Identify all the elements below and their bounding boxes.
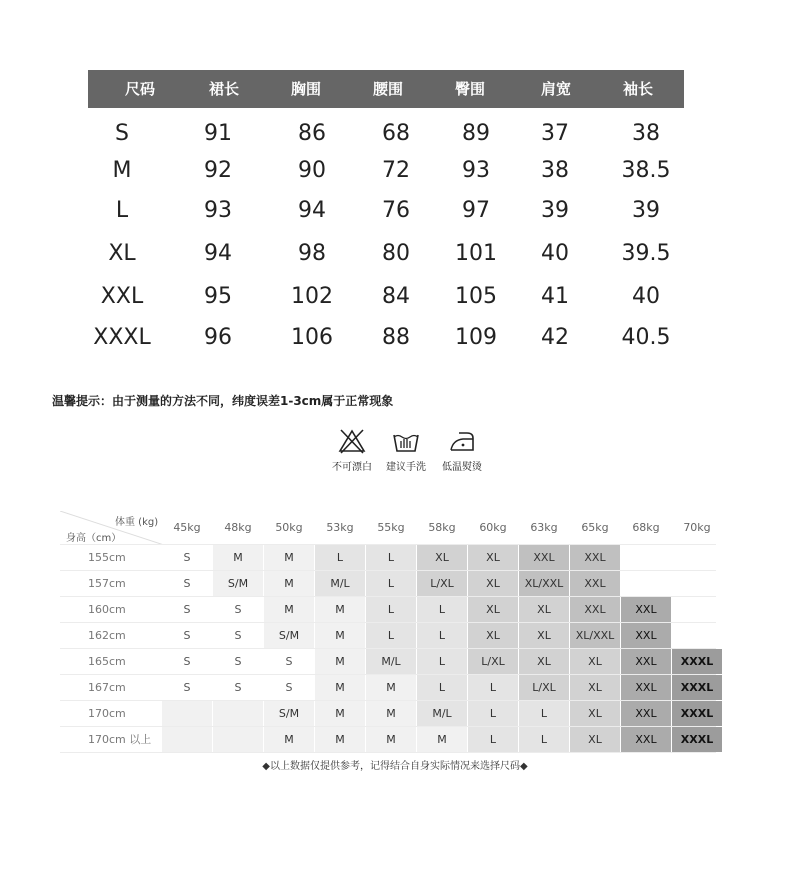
size-measurement: 92 bbox=[204, 158, 232, 183]
size-grid-cell: XXL bbox=[570, 571, 620, 596]
size-header-cell: 腰围 bbox=[372, 80, 403, 98]
size-table-row bbox=[0, 234, 790, 274]
size-grid-cell: S/M bbox=[213, 571, 263, 596]
height-row-label: 170cm 以上 bbox=[88, 733, 152, 746]
size-grid-cell: L bbox=[468, 727, 518, 752]
size-grid-cell: XXL bbox=[621, 701, 671, 726]
size-grid-cell: L bbox=[417, 597, 467, 622]
size-grid-cell: XL bbox=[468, 597, 518, 622]
size-grid-cell: S bbox=[213, 649, 263, 674]
size-grid-cell: XXXL bbox=[672, 701, 722, 726]
size-table-row bbox=[0, 114, 790, 154]
size-measurement: 38.5 bbox=[621, 158, 671, 183]
size-grid-cell: S bbox=[213, 675, 263, 700]
size-label: XXXL bbox=[93, 325, 151, 350]
size-grid-cell: M bbox=[366, 675, 416, 700]
weight-column-header: 63kg bbox=[530, 521, 558, 534]
size-grid-cell: XXXL bbox=[672, 727, 722, 752]
size-measurement: 101 bbox=[455, 241, 497, 266]
care-item-bleach bbox=[322, 428, 382, 473]
size-label: M bbox=[112, 158, 132, 183]
height-row-label: 165cm bbox=[88, 655, 126, 668]
size-grid-cell: XL bbox=[570, 701, 620, 726]
size-grid-cell: S bbox=[162, 623, 212, 648]
size-measurement: 39 bbox=[541, 198, 569, 223]
size-grid-cell: XL/XXL bbox=[519, 571, 569, 596]
size-grid-cell: L bbox=[519, 727, 569, 752]
size-measurement: 102 bbox=[291, 284, 333, 309]
size-grid-cell: XL bbox=[519, 597, 569, 622]
size-grid-cell: XXL bbox=[621, 675, 671, 700]
care-label: 低温熨烫 bbox=[442, 462, 482, 473]
size-grid-cell: M bbox=[264, 571, 314, 596]
size-measurement: 72 bbox=[382, 158, 410, 183]
weight-column-header: 45kg bbox=[173, 521, 201, 534]
size-grid-cell: L bbox=[417, 623, 467, 648]
size-grid-cell: XL bbox=[570, 727, 620, 752]
height-row-label: 162cm bbox=[88, 629, 126, 642]
height-axis-label: 身高（cm） bbox=[66, 533, 122, 544]
size-grid-cell: XL bbox=[468, 623, 518, 648]
size-grid-cell: L bbox=[366, 623, 416, 648]
size-grid-cell: S bbox=[162, 571, 212, 596]
size-grid-cell: L bbox=[468, 675, 518, 700]
weight-column-header: 48kg bbox=[224, 521, 252, 534]
size-grid-cell: XL bbox=[417, 545, 467, 570]
size-grid-cell bbox=[621, 571, 671, 596]
size-grid-cell: XXL bbox=[621, 727, 671, 752]
care-label: 不可漂白 bbox=[332, 462, 372, 473]
size-grid-cell: M bbox=[366, 701, 416, 726]
size-grid-cell: XL bbox=[570, 675, 620, 700]
size-grid-cell: S bbox=[162, 597, 212, 622]
size-grid-cell: L/XL bbox=[468, 649, 518, 674]
size-grid-cell: XXL bbox=[621, 623, 671, 648]
size-grid-cell bbox=[672, 571, 722, 596]
size-measurement: 38 bbox=[541, 158, 569, 183]
size-grid-cell: L bbox=[417, 649, 467, 674]
weight-column-header: 70kg bbox=[683, 521, 711, 534]
size-measurement: 42 bbox=[541, 325, 569, 350]
size-grid-cell: S/M bbox=[264, 623, 314, 648]
footnote: ◆以上数据仅提供参考，记得结合自身实际情况来选择尺码◆ bbox=[262, 761, 528, 772]
size-grid-cell: XL/XXL bbox=[570, 623, 620, 648]
size-measurement: 91 bbox=[204, 121, 232, 146]
size-grid-cell: XL bbox=[468, 571, 518, 596]
size-grid-cell: M/L bbox=[366, 649, 416, 674]
size-header-cell: 胸围 bbox=[290, 80, 321, 98]
size-measurement: 80 bbox=[382, 241, 410, 266]
weight-column-header: 58kg bbox=[428, 521, 456, 534]
size-grid-cell: L bbox=[468, 701, 518, 726]
size-grid-cell bbox=[162, 701, 212, 726]
size-measurement: 88 bbox=[382, 325, 410, 350]
weight-column-header: 60kg bbox=[479, 521, 507, 534]
size-grid-cell: M bbox=[315, 623, 365, 648]
size-measurement: 68 bbox=[382, 121, 410, 146]
size-grid-cell: M bbox=[213, 545, 263, 570]
size-grid-cell: M bbox=[315, 649, 365, 674]
size-grid-cell: S bbox=[264, 675, 314, 700]
size-table-header bbox=[88, 70, 684, 108]
size-grid-cell: XL bbox=[519, 649, 569, 674]
grid-row-divider bbox=[60, 752, 716, 753]
size-grid-cell: L/XL bbox=[519, 675, 569, 700]
size-grid-cell: XXL bbox=[570, 545, 620, 570]
size-grid-cell: M bbox=[264, 545, 314, 570]
size-label: XL bbox=[108, 241, 136, 266]
size-measurement: 93 bbox=[204, 198, 232, 223]
size-grid-cell: XL bbox=[570, 649, 620, 674]
height-row-label: 170cm bbox=[88, 707, 126, 720]
size-table-row bbox=[0, 318, 790, 358]
size-label: S bbox=[115, 121, 129, 146]
size-grid-cell: XXL bbox=[621, 649, 671, 674]
size-grid-cell: L/XL bbox=[417, 571, 467, 596]
size-grid-cell bbox=[672, 623, 722, 648]
size-measurement: 40 bbox=[632, 284, 660, 309]
size-measurement: 89 bbox=[462, 121, 490, 146]
size-grid-cell bbox=[672, 545, 722, 570]
size-measurement: 40 bbox=[541, 241, 569, 266]
size-grid-cell: M/L bbox=[417, 701, 467, 726]
hand-wash-icon bbox=[391, 428, 421, 454]
size-header-cell: 臀围 bbox=[454, 80, 485, 98]
size-grid-cell: M bbox=[417, 727, 467, 752]
weight-column-header: 65kg bbox=[581, 521, 609, 534]
size-measurement: 39.5 bbox=[621, 241, 671, 266]
size-grid-cell: XXL bbox=[519, 545, 569, 570]
size-measurement: 40.5 bbox=[621, 325, 671, 350]
size-measurement: 84 bbox=[382, 284, 410, 309]
size-grid-cell: M bbox=[315, 727, 365, 752]
low-temp-iron-icon bbox=[447, 428, 477, 454]
size-table-row bbox=[0, 277, 790, 317]
size-grid-cell: L bbox=[315, 545, 365, 570]
size-measurement: 39 bbox=[632, 198, 660, 223]
weight-column-header: 68kg bbox=[632, 521, 660, 534]
size-measurement: 76 bbox=[382, 198, 410, 223]
care-item-wash bbox=[376, 428, 436, 473]
size-measurement: 94 bbox=[298, 198, 326, 223]
size-label: L bbox=[115, 198, 129, 223]
care-label: 建议手洗 bbox=[386, 462, 426, 473]
size-measurement: 96 bbox=[204, 325, 232, 350]
weight-column-header: 50kg bbox=[275, 521, 303, 534]
size-grid-cell bbox=[213, 701, 263, 726]
size-grid-cell: XXXL bbox=[672, 649, 722, 674]
height-row-label: 157cm bbox=[88, 577, 126, 590]
size-label: XXL bbox=[100, 284, 144, 309]
size-measurement: 37 bbox=[541, 121, 569, 146]
size-grid-cell: XXL bbox=[570, 597, 620, 622]
size-grid-cell: S bbox=[213, 597, 263, 622]
size-grid-cell: M bbox=[315, 675, 365, 700]
size-measurement: 86 bbox=[298, 121, 326, 146]
size-measurement: 93 bbox=[462, 158, 490, 183]
size-grid-cell: S bbox=[162, 675, 212, 700]
size-grid-cell: XXXL bbox=[672, 675, 722, 700]
size-grid-cell: M bbox=[264, 597, 314, 622]
size-grid-cell bbox=[162, 727, 212, 752]
size-measurement: 95 bbox=[204, 284, 232, 309]
height-row-label: 167cm bbox=[88, 681, 126, 694]
size-header-cell: 袖长 bbox=[622, 80, 653, 98]
size-grid-cell bbox=[672, 597, 722, 622]
size-grid-cell: L bbox=[366, 571, 416, 596]
size-grid-cell: S/M bbox=[264, 701, 314, 726]
weight-column-header: 53kg bbox=[326, 521, 354, 534]
size-grid-cell: S bbox=[162, 545, 212, 570]
size-measurement: 98 bbox=[298, 241, 326, 266]
size-grid-cell: S bbox=[213, 623, 263, 648]
size-grid-cell: M/L bbox=[315, 571, 365, 596]
size-header-cell: 尺码 bbox=[124, 80, 155, 98]
size-grid-cell: M bbox=[315, 597, 365, 622]
size-measurement: 105 bbox=[455, 284, 497, 309]
size-grid-cell: XL bbox=[519, 623, 569, 648]
size-grid-cell: L bbox=[366, 597, 416, 622]
size-measurement: 41 bbox=[541, 284, 569, 309]
size-measurement: 38 bbox=[632, 121, 660, 146]
size-grid-cell bbox=[621, 545, 671, 570]
size-grid-cell: L bbox=[519, 701, 569, 726]
size-grid-cell: M bbox=[366, 727, 416, 752]
size-grid-cell: XXL bbox=[621, 597, 671, 622]
size-table-row bbox=[0, 151, 790, 191]
size-measurement: 97 bbox=[462, 198, 490, 223]
size-grid-cell: S bbox=[264, 649, 314, 674]
size-header-cell: 肩宽 bbox=[540, 80, 571, 98]
weight-axis-label: 体重 (kg) bbox=[115, 517, 159, 528]
do-not-bleach-icon bbox=[337, 428, 367, 454]
size-grid-cell bbox=[213, 727, 263, 752]
size-grid-cell: M bbox=[264, 727, 314, 752]
measurement-tip: 温馨提示：由于测量的方法不同，纬度误差1-3cm属于正常现象 bbox=[52, 394, 394, 408]
size-grid-cell: XL bbox=[468, 545, 518, 570]
size-measurement: 109 bbox=[455, 325, 497, 350]
size-measurement: 106 bbox=[291, 325, 333, 350]
size-table-row bbox=[0, 191, 790, 231]
size-grid-cell: M bbox=[315, 701, 365, 726]
size-header-cell: 裙长 bbox=[208, 80, 239, 98]
size-measurement: 90 bbox=[298, 158, 326, 183]
size-grid-cell: L bbox=[417, 675, 467, 700]
height-row-label: 160cm bbox=[88, 603, 126, 616]
size-grid-cell: S bbox=[162, 649, 212, 674]
size-measurement: 94 bbox=[204, 241, 232, 266]
weight-column-header: 55kg bbox=[377, 521, 405, 534]
care-item-iron bbox=[432, 428, 492, 473]
size-grid-cell: L bbox=[366, 545, 416, 570]
height-row-label: 155cm bbox=[88, 551, 126, 564]
